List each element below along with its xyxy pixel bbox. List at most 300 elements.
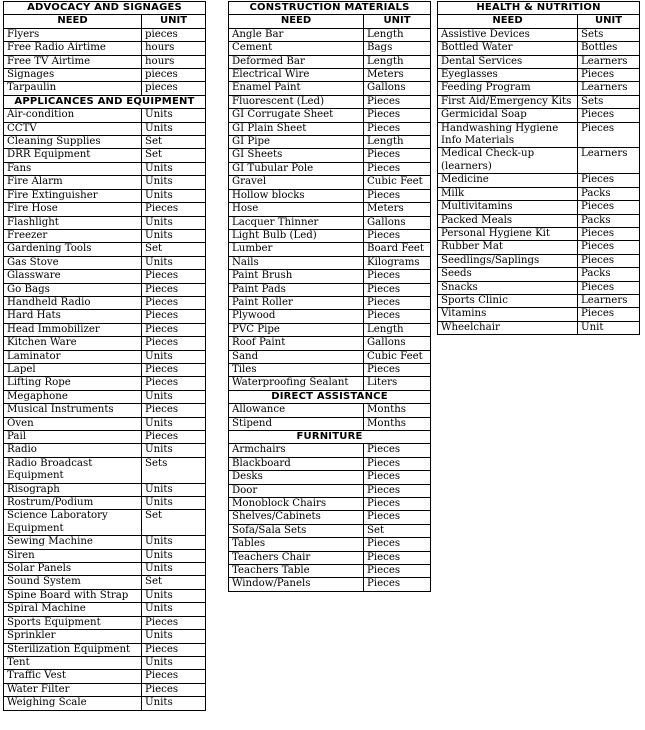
need-cell: Vitamins — [438, 308, 578, 321]
need-cell: Handwashing Hygiene Info Materials — [438, 122, 578, 148]
unit-cell: Pieces — [578, 281, 640, 294]
unit-cell: Pieces — [364, 484, 431, 497]
table-row — [438, 122, 640, 148]
table-row — [438, 42, 640, 55]
need-cell: Shelves/Cabinets — [229, 511, 364, 524]
section-title-applicances-and-equipment: APPLICANCES AND EQUIPMENT — [4, 95, 206, 108]
table-row — [229, 109, 431, 122]
table-row — [438, 148, 640, 174]
unit-cell: Gallons — [364, 216, 431, 229]
table-row — [438, 214, 640, 227]
unit-cell: Pieces — [364, 229, 431, 242]
table-row — [229, 69, 431, 82]
need-cell: Sofa/Sala Sets — [229, 524, 364, 537]
unit-cell: pieces — [142, 28, 206, 41]
need-cell: Electrical Wire — [229, 69, 364, 82]
need-cell: Seeds — [438, 268, 578, 281]
unit-cell: Set — [142, 243, 206, 256]
unit-cell: Set — [142, 576, 206, 589]
table-row — [438, 241, 640, 254]
table-row — [4, 417, 206, 430]
unit-cell: Units — [142, 390, 206, 403]
need-cell: Lacquer Thinner — [229, 216, 364, 229]
need-cell: Dental Services — [438, 55, 578, 68]
unit-cell: Sets — [578, 95, 640, 108]
unit-cell: Pieces — [364, 578, 431, 591]
need-cell: Tarpaulin — [4, 82, 142, 95]
need-cell: Teachers Table — [229, 565, 364, 578]
construction-assistance-furniture-table — [228, 1, 431, 592]
need-cell: Monoblock Chairs — [229, 498, 364, 511]
unit-cell: Pieces — [578, 201, 640, 214]
table-row — [229, 337, 431, 350]
need-cell: Freezer — [4, 229, 142, 242]
unit-cell: Meters — [364, 203, 431, 216]
need-cell: Spine Board with Strap — [4, 589, 142, 602]
need-cell: Gas Stove — [4, 256, 142, 269]
need-cell: Bottled Water — [438, 42, 578, 55]
need-cell: Glassware — [4, 270, 142, 283]
need-cell: Window/Panels — [229, 578, 364, 591]
need-cell: Paint Pads — [229, 283, 364, 296]
unit-cell: Set — [142, 136, 206, 149]
need-cell: Tiles — [229, 363, 364, 376]
unit-cell: Pieces — [142, 310, 206, 323]
need-cell: Water Filter — [4, 683, 142, 696]
table-row — [4, 109, 206, 122]
section-title-direct-assistance: DIRECT ASSISTANCE — [229, 390, 431, 403]
need-cell: PVC Pipe — [229, 323, 364, 336]
unit-cell: Pieces — [142, 670, 206, 683]
unit-cell: Units — [142, 189, 206, 202]
need-column-header: NEED — [229, 15, 364, 28]
table-row — [438, 201, 640, 214]
section-title-health-nutrition: HEALTH & NUTRITION — [438, 2, 640, 15]
unit-cell: Units — [142, 256, 206, 269]
unit-cell: Units — [142, 216, 206, 229]
unit-cell: Pieces — [364, 149, 431, 162]
table-row — [4, 229, 206, 242]
need-column-header: NEED — [438, 15, 578, 28]
unit-cell: Pieces — [578, 254, 640, 267]
need-cell: Lapel — [4, 363, 142, 376]
unit-cell: Length — [364, 28, 431, 41]
unit-cell: Units — [142, 162, 206, 175]
unit-cell: Pieces — [364, 270, 431, 283]
need-cell: Allowance — [229, 404, 364, 417]
need-cell: Multivitamins — [438, 201, 578, 214]
unit-cell: Unit — [578, 321, 640, 334]
unit-cell: hours — [142, 55, 206, 68]
unit-cell: Units — [142, 444, 206, 457]
unit-cell: Pieces — [142, 377, 206, 390]
unit-cell: Set — [364, 524, 431, 537]
unit-cell: Units — [142, 229, 206, 242]
unit-cell: Units — [142, 350, 206, 363]
table-row — [4, 28, 206, 41]
unit-cell: Units — [142, 536, 206, 549]
unit-cell: Cubic Feet — [364, 176, 431, 189]
need-cell: Lifting Rope — [4, 377, 142, 390]
unit-cell: Pieces — [578, 69, 640, 82]
unit-cell: Learners — [578, 148, 640, 174]
table-row — [438, 28, 640, 41]
unit-cell: Units — [142, 176, 206, 189]
table-row — [4, 243, 206, 256]
table-row — [4, 189, 206, 202]
table-row — [229, 404, 431, 417]
table-row — [229, 350, 431, 363]
table-row — [4, 176, 206, 189]
need-cell: Tent — [4, 656, 142, 669]
need-cell: Spiral Machine — [4, 603, 142, 616]
unit-cell: Kilograms — [364, 256, 431, 269]
table-row — [229, 176, 431, 189]
unit-cell: Pieces — [364, 109, 431, 122]
table-row — [4, 283, 206, 296]
table-row — [4, 563, 206, 576]
table-row — [438, 321, 640, 334]
need-cell: Sewing Machine — [4, 536, 142, 549]
need-cell: Door — [229, 484, 364, 497]
table-row — [229, 122, 431, 135]
table-row — [4, 350, 206, 363]
need-cell: First Aid/Emergency Kits — [438, 95, 578, 108]
table-row — [4, 616, 206, 629]
section-title-construction-materials: CONSTRUCTION MATERIALS — [229, 2, 431, 15]
need-cell: Science Laboratory Equipment — [4, 510, 142, 536]
table-row — [229, 28, 431, 41]
table-row — [438, 55, 640, 68]
need-cell: Sprinkler — [4, 630, 142, 643]
need-cell: CCTV — [4, 122, 142, 135]
unit-cell: Pieces — [364, 538, 431, 551]
need-cell: GI Sheets — [229, 149, 364, 162]
need-cell: Rubber Mat — [438, 241, 578, 254]
table-row — [438, 281, 640, 294]
table-row — [229, 270, 431, 283]
unit-cell: Pieces — [142, 296, 206, 309]
need-cell: Eyeglasses — [438, 69, 578, 82]
unit-cell: Pieces — [364, 363, 431, 376]
table-row — [229, 538, 431, 551]
need-cell: Milk — [438, 187, 578, 200]
section-title-furniture: FURNITURE — [229, 431, 431, 444]
need-cell: Teachers Chair — [229, 551, 364, 564]
unit-cell: Units — [142, 563, 206, 576]
need-cell: Free Radio Airtime — [4, 42, 142, 55]
table-row — [4, 431, 206, 444]
unit-cell: Units — [142, 417, 206, 430]
need-cell: Germicidal Soap — [438, 109, 578, 122]
need-cell: Medical Check-up (learners) — [438, 148, 578, 174]
need-cell: Head Immobilizer — [4, 323, 142, 336]
table-row — [229, 444, 431, 457]
unit-cell: Liters — [364, 377, 431, 390]
need-cell: Paint Brush — [229, 270, 364, 283]
unit-cell: Pieces — [142, 283, 206, 296]
need-cell: Waterproofing Sealant — [229, 377, 364, 390]
unit-cell: Meters — [364, 69, 431, 82]
need-cell: Laminator — [4, 350, 142, 363]
unit-cell: Pieces — [578, 227, 640, 240]
unit-cell: Pieces — [142, 616, 206, 629]
need-cell: Deformed Bar — [229, 55, 364, 68]
column-header-row — [229, 15, 431, 28]
need-cell: Wheelchair — [438, 321, 578, 334]
advocacy-appliances-table — [3, 1, 206, 711]
table-row — [4, 55, 206, 68]
need-cell: Flyers — [4, 28, 142, 41]
table-row — [4, 444, 206, 457]
table-row — [4, 69, 206, 82]
section-title-advocacy-and-signages: ADVOCACY AND SIGNAGES — [4, 2, 206, 15]
unit-cell: Pieces — [364, 444, 431, 457]
need-cell: Blackboard — [229, 457, 364, 470]
unit-cell: pieces — [142, 69, 206, 82]
unit-cell: Pieces — [142, 683, 206, 696]
table-row — [4, 216, 206, 229]
need-cell: Rostrum/Podium — [4, 497, 142, 510]
table-row — [4, 576, 206, 589]
table-row — [229, 417, 431, 430]
need-cell: Traffic Vest — [4, 670, 142, 683]
table-row — [4, 82, 206, 95]
unit-cell: Packs — [578, 268, 640, 281]
table-row — [4, 404, 206, 417]
unit-cell: Pieces — [364, 189, 431, 202]
table-row — [438, 69, 640, 82]
table-row — [4, 363, 206, 376]
table-row — [229, 256, 431, 269]
unit-cell: Pieces — [578, 308, 640, 321]
need-cell: Solar Panels — [4, 563, 142, 576]
need-cell: Sports Equipment — [4, 616, 142, 629]
table-row — [4, 497, 206, 510]
table-row — [438, 294, 640, 307]
table-row — [4, 510, 206, 536]
table-row — [4, 457, 206, 483]
unit-cell: Cubic Feet — [364, 350, 431, 363]
table-row — [229, 203, 431, 216]
table-row — [229, 471, 431, 484]
table-row — [4, 203, 206, 216]
need-cell: Sound System — [4, 576, 142, 589]
table-row — [229, 296, 431, 309]
need-cell: Pail — [4, 431, 142, 444]
unit-cell: Pieces — [364, 296, 431, 309]
table-row — [4, 390, 206, 403]
need-cell: Angle Bar — [229, 28, 364, 41]
unit-cell: Units — [142, 549, 206, 562]
unit-cell: Board Feet — [364, 243, 431, 256]
need-cell: Go Bags — [4, 283, 142, 296]
unit-cell: Learners — [578, 294, 640, 307]
need-column-header: NEED — [4, 15, 142, 28]
unit-cell: Pieces — [142, 203, 206, 216]
unit-cell: Units — [142, 483, 206, 496]
table-row — [4, 549, 206, 562]
need-cell: Air-condition — [4, 109, 142, 122]
unit-cell: hours — [142, 42, 206, 55]
need-cell: Tables — [229, 538, 364, 551]
table-row — [229, 136, 431, 149]
need-cell: Oven — [4, 417, 142, 430]
table-row — [438, 95, 640, 108]
table-row — [4, 377, 206, 390]
table-row — [4, 603, 206, 616]
table-row — [4, 122, 206, 135]
need-cell: Fans — [4, 162, 142, 175]
table-row — [438, 227, 640, 240]
table-row — [438, 187, 640, 200]
unit-cell: Pieces — [364, 162, 431, 175]
need-cell: Fluorescent (Led) — [229, 95, 364, 108]
table-row — [4, 256, 206, 269]
column-header-row — [4, 15, 206, 28]
table-row — [229, 162, 431, 175]
table-row — [229, 498, 431, 511]
need-cell: Snacks — [438, 281, 578, 294]
table-row — [229, 55, 431, 68]
table-row — [229, 95, 431, 108]
table-row — [229, 578, 431, 591]
need-cell: Sterilization Equipment — [4, 643, 142, 656]
unit-cell: Learners — [578, 55, 640, 68]
unit-cell: Units — [142, 122, 206, 135]
unit-column-header: UNIT — [578, 15, 640, 28]
unit-cell: Pieces — [364, 471, 431, 484]
unit-cell: Length — [364, 323, 431, 336]
table-row — [229, 457, 431, 470]
need-cell: Hard Hats — [4, 310, 142, 323]
need-cell: Lumber — [229, 243, 364, 256]
table-row — [4, 337, 206, 350]
table-row — [229, 42, 431, 55]
need-cell: Gravel — [229, 176, 364, 189]
health-nutrition-table — [437, 1, 640, 335]
need-cell: Fire Extinguisher — [4, 189, 142, 202]
table-row — [4, 643, 206, 656]
unit-cell: Units — [142, 109, 206, 122]
unit-column-header: UNIT — [364, 15, 431, 28]
unit-cell: Pieces — [364, 95, 431, 108]
table-row — [229, 363, 431, 376]
table-row — [229, 310, 431, 323]
unit-cell: Months — [364, 404, 431, 417]
need-cell: Sand — [229, 350, 364, 363]
unit-cell: Bottles — [578, 42, 640, 55]
unit-cell: Pieces — [364, 457, 431, 470]
unit-cell: Units — [142, 656, 206, 669]
table-row — [229, 82, 431, 95]
table-row — [229, 484, 431, 497]
need-cell: Musical Instruments — [4, 404, 142, 417]
need-cell: Assistive Devices — [438, 28, 578, 41]
need-cell: GI Plain Sheet — [229, 122, 364, 135]
unit-cell: Sets — [578, 28, 640, 41]
table-row — [438, 109, 640, 122]
need-cell: Weighing Scale — [4, 697, 142, 710]
table-row — [229, 189, 431, 202]
table-row — [4, 589, 206, 602]
unit-cell: Set — [142, 149, 206, 162]
need-cell: Personal Hygiene Kit — [438, 227, 578, 240]
unit-cell: Pieces — [578, 109, 640, 122]
unit-cell: Pieces — [142, 404, 206, 417]
table-row — [4, 270, 206, 283]
table-row — [229, 524, 431, 537]
table-row — [229, 511, 431, 524]
need-cell: GI Pipe — [229, 136, 364, 149]
unit-cell: Pieces — [578, 122, 640, 148]
unit-cell: Length — [364, 136, 431, 149]
table-row — [4, 630, 206, 643]
unit-cell: Pieces — [142, 363, 206, 376]
table-row — [229, 565, 431, 578]
need-cell: Signages — [4, 69, 142, 82]
need-cell: Megaphone — [4, 390, 142, 403]
table-row — [4, 310, 206, 323]
unit-cell: Pieces — [142, 337, 206, 350]
table-row — [438, 268, 640, 281]
need-cell: Medicine — [438, 174, 578, 187]
table-row — [229, 229, 431, 242]
need-cell: Feeding Program — [438, 82, 578, 95]
table-row — [229, 323, 431, 336]
need-cell: Risograph — [4, 483, 142, 496]
table-row — [438, 308, 640, 321]
unit-cell: Learners — [578, 82, 640, 95]
need-cell: Paint Roller — [229, 296, 364, 309]
table-row — [229, 243, 431, 256]
table-row — [4, 483, 206, 496]
need-cell: Flashlight — [4, 216, 142, 229]
table-row — [4, 42, 206, 55]
table-row — [229, 283, 431, 296]
need-cell: Kitchen Ware — [4, 337, 142, 350]
table-row — [4, 136, 206, 149]
need-cell: Siren — [4, 549, 142, 562]
table-row — [229, 551, 431, 564]
need-cell: Plywood — [229, 310, 364, 323]
unit-cell: Units — [142, 589, 206, 602]
need-cell: Light Bulb (Led) — [229, 229, 364, 242]
need-cell: Packed Meals — [438, 214, 578, 227]
table-row — [229, 377, 431, 390]
unit-cell: Pieces — [142, 270, 206, 283]
unit-cell: Units — [142, 497, 206, 510]
unit-cell: Packs — [578, 214, 640, 227]
need-cell: Radio — [4, 444, 142, 457]
need-cell: Stipend — [229, 417, 364, 430]
unit-cell: Gallons — [364, 82, 431, 95]
unit-cell: Pieces — [142, 431, 206, 444]
unit-cell: Pieces — [142, 643, 206, 656]
need-cell: Nails — [229, 256, 364, 269]
unit-cell: Pieces — [364, 122, 431, 135]
need-cell: Desks — [229, 471, 364, 484]
need-cell: Cleaning Supplies — [4, 136, 142, 149]
unit-cell: Length — [364, 55, 431, 68]
unit-column-header: UNIT — [142, 15, 206, 28]
table-row — [4, 697, 206, 710]
unit-cell: Pieces — [364, 283, 431, 296]
need-cell: Gardening Tools — [4, 243, 142, 256]
need-cell: Hollow blocks — [229, 189, 364, 202]
need-cell: GI Tubular Pole — [229, 162, 364, 175]
table-row — [4, 296, 206, 309]
